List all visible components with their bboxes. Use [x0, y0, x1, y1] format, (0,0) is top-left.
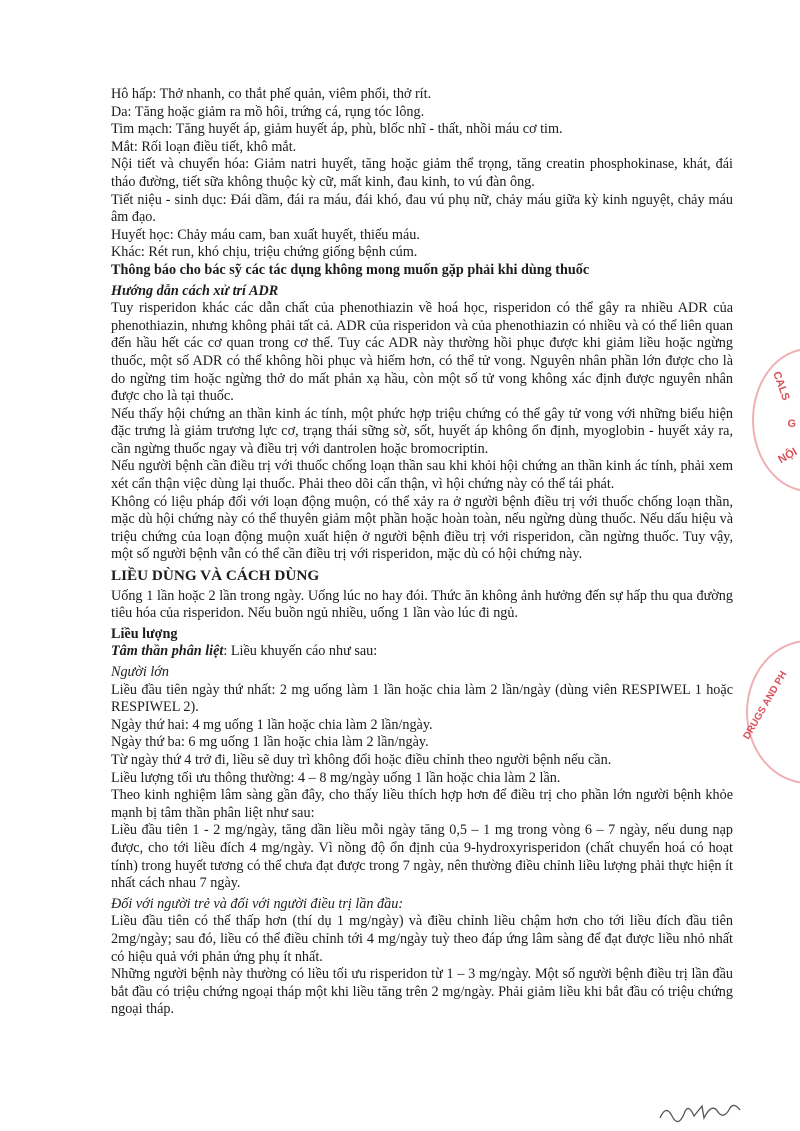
paragraph: Theo kinh nghiệm lâm sàng gần đây, cho thấy liều thích hợp hơn để điều trị cho phần lớn người bệnh khỏe mạnh bị tâm thần phân liệt như sau: — [111, 787, 733, 821]
paragraph: Liều đầu tiên ngày thứ nhất: 2 mg uống làm 1 lần hoặc chia làm 2 lần/ngày (dùng viên RESPIWEL 1 hoặc RESPIWEL 2). — [111, 681, 733, 716]
document-body — [111, 86, 733, 1019]
section-heading-dosage: LIỀU DÙNG VÀ CÁCH DÙNG — [111, 567, 320, 585]
stamp-text: NỘI — [776, 445, 800, 467]
paragraph: Tim mạch: Tăng huyết áp, giảm huyết áp, phù, blốc nhĩ - thất, nhồi máu cơ tim. — [111, 121, 563, 138]
stamp-text: DRUGS AND PH — [741, 669, 790, 742]
stamp-text: G — [787, 418, 796, 430]
subheading-adults: Người lớn — [111, 664, 169, 680]
stamp-text: CALS — [770, 369, 792, 403]
paragraph: Liều đầu tiên có thể thấp hơn (thí dụ 1 mg/ngày) và điều chỉnh liều chậm hơn cho tới liều đích đầu tiên 2mg/ngày; sau đó, liều có thể điều chỉnh tới 4 mg/ngày tuỳ theo đáp ứng lâm sàng để đạt được liều nhỏ nhất có hiệu quả với phản ứng phụ ít nhất. — [111, 913, 733, 965]
paragraph: Nếu thấy hội chứng an thần kinh ác tính, một phức hợp triệu chứng có thể gây tử vong với những biểu hiện đặc trưng là giảm trương lực cơ, trạng thái sững sờ, sốt, huyết áp không ổn định, myoglobin - huyết xảy ra, cần ngừng thuốc ngay và điều trị với dantrolen hoặc bromocriptin. — [111, 405, 733, 457]
paragraph-schizophrenia — [111, 643, 733, 661]
paragraph: Nội tiết và chuyển hóa: Giảm natri huyết, tăng hoặc giảm thể trọng, tăng creatin phosphokinase, khát, đái tháo đường, tiết sữa không thuộc kỳ cữ, mất kinh, đau kinh, to vú đàn ông. — [111, 156, 733, 190]
paragraph: Mắt: Rối loạn điều tiết, khô mắt. — [111, 138, 297, 155]
paragraph: Da: Tăng hoặc giảm ra mồ hôi, trứng cá, rụng tóc lông. — [111, 103, 425, 120]
schizophrenia-label: Tâm thần phân liệt — [111, 643, 224, 660]
handwritten-signature — [658, 1098, 742, 1124]
notice-heading: Thông báo cho bác sỹ các tác dụng không mong muốn gặp phải khi dùng thuốc — [111, 261, 590, 278]
paragraph: Ngày thứ hai: 4 mg uống 1 lần hoặc chia làm 2 lần/ngày. — [111, 716, 433, 733]
section-heading-adr: Hướng dẫn cách xử trí ADR — [111, 282, 279, 299]
paragraph: Khác: Rét run, khó chịu, triệu chứng giống bệnh cúm. — [111, 244, 418, 261]
paragraph: Từ ngày thứ 4 trở đi, liều sẽ duy trì không đổi hoặc điều chỉnh theo người bệnh nếu cần. — [111, 751, 612, 768]
paragraph: Uống 1 lần hoặc 2 lần trong ngày. Uống lúc no hay đói. Thức ăn không ảnh hưởng đến sự hấp thu qua đường tiêu hóa của risperidon. Nếu buồn ngủ nhiều, uống 1 lần vào lúc đi ngủ. — [111, 587, 733, 622]
paragraph: Không có liệu pháp đối với loạn động muộn, có thể xảy ra ở người bệnh điều trị với thuốc chống loạn thần, mặc dù hội chứng này có thể thuyên giảm một phần hoặc hoàn toàn, nếu ngừng dùng thuốc. Nếu dấu hiệu và triệu chứng của loạn động muộn xuất hiện ở người bệnh điều trị với risperidon, cần ngừng thuốc. Tuy vậy, một số người bệnh vẫn có thể cần điều trị với risperidon, mặc dù có hội chứng này. — [111, 493, 733, 563]
paragraph: Tuy risperidon khác các dẫn chất của phenothiazin về hoá học, risperidon có thể gây ra nhiều ADR của phenothiazin, nhưng không phải tất cả. ADR của risperidon và của phenothiazin có nhiều và có thể liên quan đến hầu hết các cơ quan trong cơ thể. Tuy các ADR này thường hồi phục được khi giảm liều hoặc ngừng thuốc, một số ADR có thể không hồi phục và hiếm hơn, có thể tử vong. Nguyên nhân phần lớn được cho là do ngừng tim hoặc ngừng thở do mất phản xạ hầu, còn một số tử vong không xác định được nguyên nhân được cho là tại thuốc. — [111, 300, 733, 405]
subheading-dose: Liều lượng — [111, 625, 178, 642]
paragraph: Huyết học: Chảy máu cam, ban xuất huyết, thiếu máu. — [111, 226, 420, 243]
subheading-young-first-time: Đối với người trẻ và đối với người điều trị lần đầu: — [111, 895, 404, 912]
paragraph: Liều lượng tối ưu thông thường: 4 – 8 mg/ngày uống 1 lần hoặc chia làm 2 lần. — [111, 769, 561, 786]
paragraph: Nếu người bệnh cần điều trị với thuốc chống loạn thần sau khi khỏi hội chứng an thần kinh ác tính, phải xem xét cẩn thận việc dùng lại thuốc. Phải theo dõi cẩn thận, vì hội chứng này có thể tái phát. — [111, 458, 733, 493]
paragraph: Tiết niệu - sinh dục: Đái dầm, đái ra máu, đái khó, đau vú phụ nữ, chảy máu giữa kỳ kinh nguyệt, chảy máu âm đạo. — [111, 191, 733, 226]
paragraph: Ngày thứ ba: 6 mg uống 1 lần hoặc chia làm 2 lần/ngày. — [111, 734, 429, 751]
paragraph: Hô hấp: Thở nhanh, co thắt phế quản, viêm phổi, thở rít. — [111, 86, 432, 102]
schizophrenia-text: : Liều khuyến cáo như sau: — [223, 643, 378, 660]
paragraph: Liều đầu tiên 1 - 2 mg/ngày, tăng dần liều mỗi ngày tăng 0,5 – 1 mg trong vòng 6 – 7 ngày, nếu dung nạp được, cho tới liều đích 4 mg/ngày. Vì nồng độ ổn định của 9-hydroxyrisperidon (chất chuyển hoá có hoạt tính) trong huyết tương có thể chưa đạt được trong 7 ngày, nên thường điều chỉnh liều lượng phải thực hiện ít nhất cách nhau 7 ngày. — [111, 822, 733, 892]
paragraph: Những người bệnh này thường có liều tối ưu risperidon từ 1 – 3 mg/ngày. Một số người bệnh điều trị lần đầu bắt đầu có triệu chứng ngoại tháp một khi liều tăng trên 2 mg/ngày. Phải giảm liều khi bắt đầu có triệu chứng ngoại tháp. — [111, 966, 733, 1018]
